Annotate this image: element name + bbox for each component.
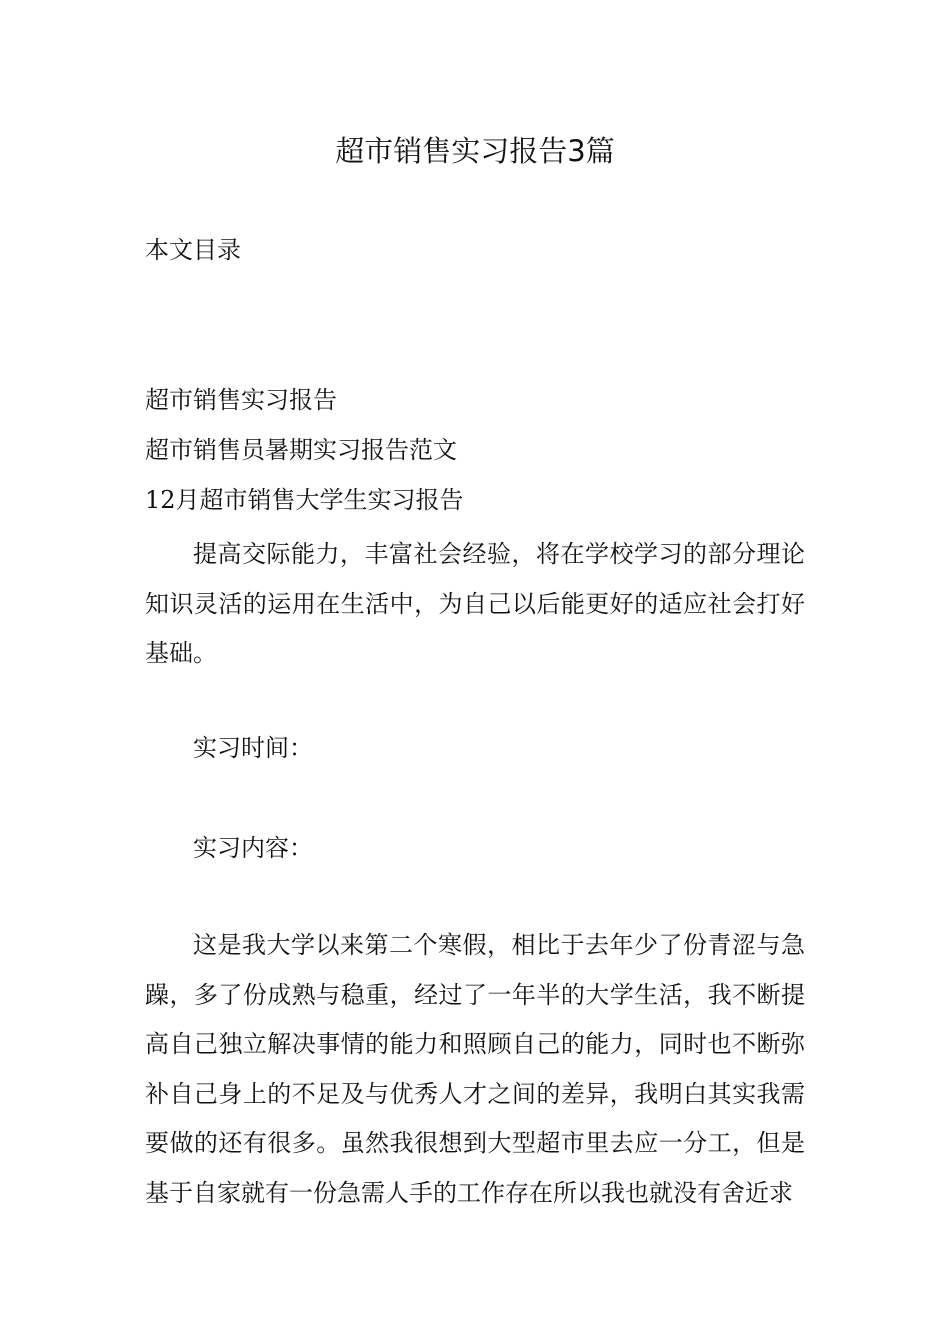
body-paragraph: 这是我大学以来第二个寒假，相比于去年少了份青涩与急躁，多了份成熟与稳重，经过了一年半的大学生活，我不断提高自己独立解决事情的能力和照顾自己的能力，同时也不断弥补自己身上的不足及与优秀人才之间的差异，我明白其实我需要做的还有很多。虽然我很想到大型超市里去应一分工，但是基于自家就有一份急需人手的工作存在所以我也就没有舍近求	[145, 931, 805, 1207]
toc-item[interactable]: 超市销售员暑期实习报告范文	[145, 436, 457, 464]
internship-content-label: 实习内容：	[193, 834, 313, 862]
intro-paragraph: 提高交际能力，丰富社会经验，将在学校学习的部分理论知识灵活的运用在生活中，为自己以后能更好的适应社会打好基础。	[145, 540, 805, 667]
toc-item[interactable]: 12月超市销售大学生实习报告	[145, 486, 464, 514]
internship-time-label: 实习时间：	[193, 734, 313, 762]
toc-item[interactable]: 超市销售实习报告	[145, 386, 337, 414]
document-title: 超市销售实习报告3篇	[335, 134, 615, 168]
toc-heading: 本文目录	[145, 236, 241, 264]
